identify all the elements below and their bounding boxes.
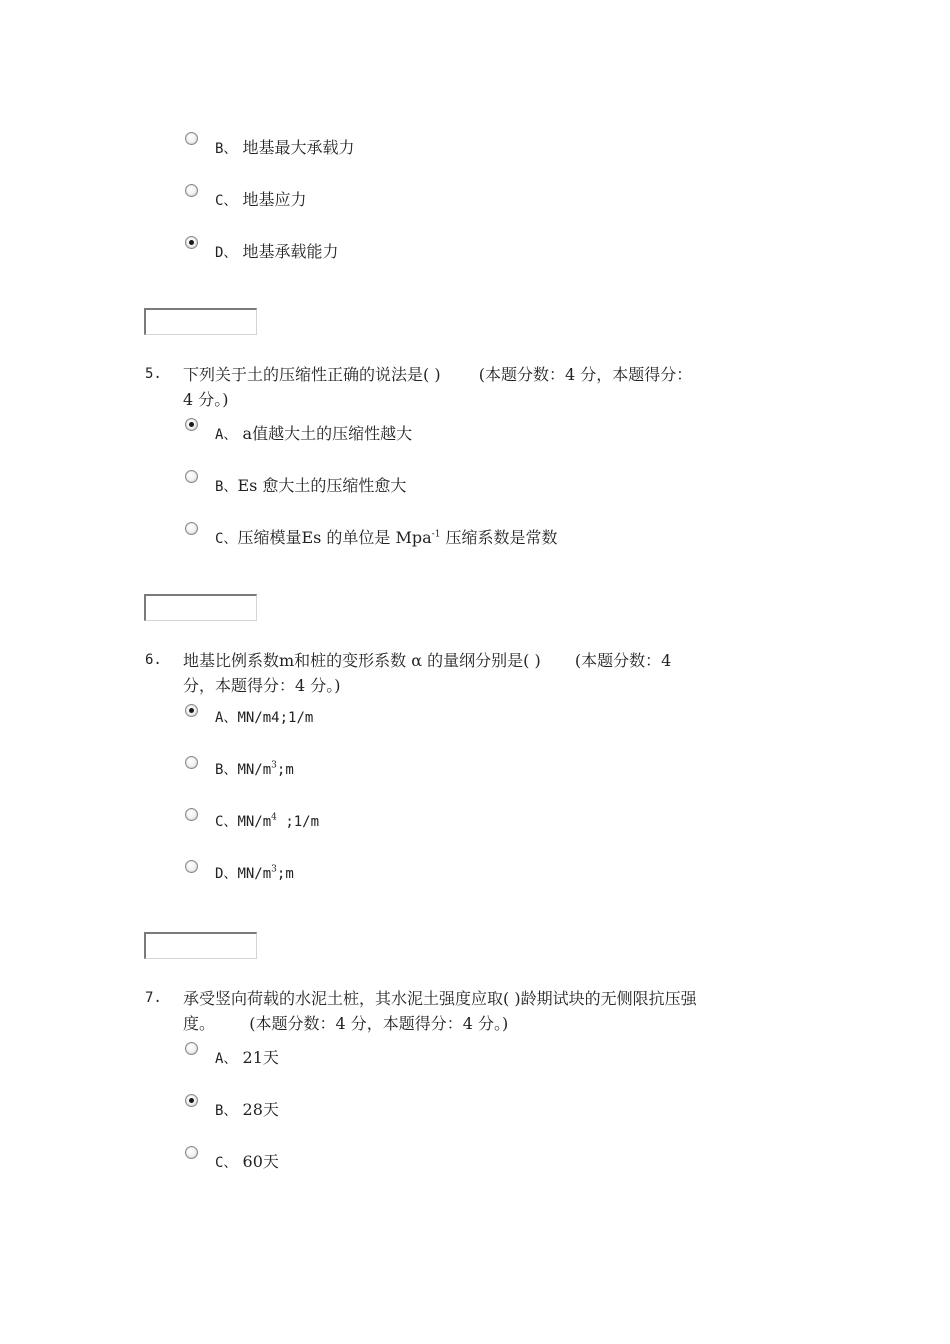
question-6	[145, 648, 795, 698]
question-stem: 下列关于土的压缩性正确的说法是( )	[183, 365, 441, 384]
question-7	[145, 986, 795, 1036]
question-number: 6.	[145, 652, 162, 668]
option-label: B、 28天	[215, 1100, 279, 1119]
radio-button[interactable]	[185, 1042, 198, 1055]
question-number: 5.	[145, 366, 162, 382]
question-stem-cont: 度。	[183, 1014, 216, 1033]
radio-button[interactable]	[185, 470, 198, 483]
option-label: D、$MN/m^3;m$	[215, 864, 294, 882]
option-label: B、$MN/m^3;m$	[215, 760, 294, 778]
radio-button[interactable]	[185, 1146, 198, 1159]
question-stem: 地基比例系数m和桩的变形系数 α 的量纲分别是( )	[183, 651, 541, 670]
answer-input-box[interactable]	[144, 932, 257, 959]
option-label: B、 地基最大承载力	[215, 138, 355, 157]
radio-button[interactable]	[185, 184, 198, 197]
radio-button-selected[interactable]	[185, 418, 198, 431]
radio-button[interactable]	[185, 860, 198, 873]
question-score-cont: 4 分。)	[183, 390, 229, 409]
radio-button[interactable]	[185, 132, 198, 145]
option-label: C、 地基应力	[215, 190, 307, 209]
option-label: D、 地基承载能力	[215, 242, 339, 261]
question-stem: 承受竖向荷载的水泥土桩，其水泥土强度应取( )龄期试块的无侧限抗压强	[183, 989, 697, 1008]
question-score: (本题分数：4 分，本题得分：4 分。)	[249, 1014, 509, 1033]
option-label: C、 60天	[215, 1152, 279, 1171]
option-label: B、Es 愈大土的压缩性愈大	[215, 476, 407, 495]
question-5	[145, 362, 795, 412]
option-label: A、MN/m4;1/m	[215, 710, 314, 726]
radio-button-selected[interactable]	[185, 236, 198, 249]
option-label: A、 a值越大土的压缩性越大	[215, 424, 413, 443]
question-score: (本题分数：4 分，本题得分：	[478, 365, 693, 384]
radio-button-selected[interactable]	[185, 704, 198, 717]
radio-button[interactable]	[185, 756, 198, 769]
radio-button[interactable]	[185, 808, 198, 821]
radio-button[interactable]	[185, 522, 198, 535]
question-score-cont: 分，本题得分：4 分。)	[183, 676, 341, 695]
question-number: 7.	[145, 990, 162, 1006]
option-label: C、$MN/m^4$ ;1/m	[215, 812, 320, 830]
answer-input-box[interactable]	[144, 594, 257, 621]
radio-button-selected[interactable]	[185, 1094, 198, 1107]
question-score: (本题分数：4	[574, 651, 672, 670]
option-label: C、压缩模量Es 的单位是 Mpa$^{-1}$ 压缩系数是常数	[215, 528, 558, 547]
answer-input-box[interactable]	[144, 308, 257, 335]
option-label: A、 21天	[215, 1048, 279, 1067]
